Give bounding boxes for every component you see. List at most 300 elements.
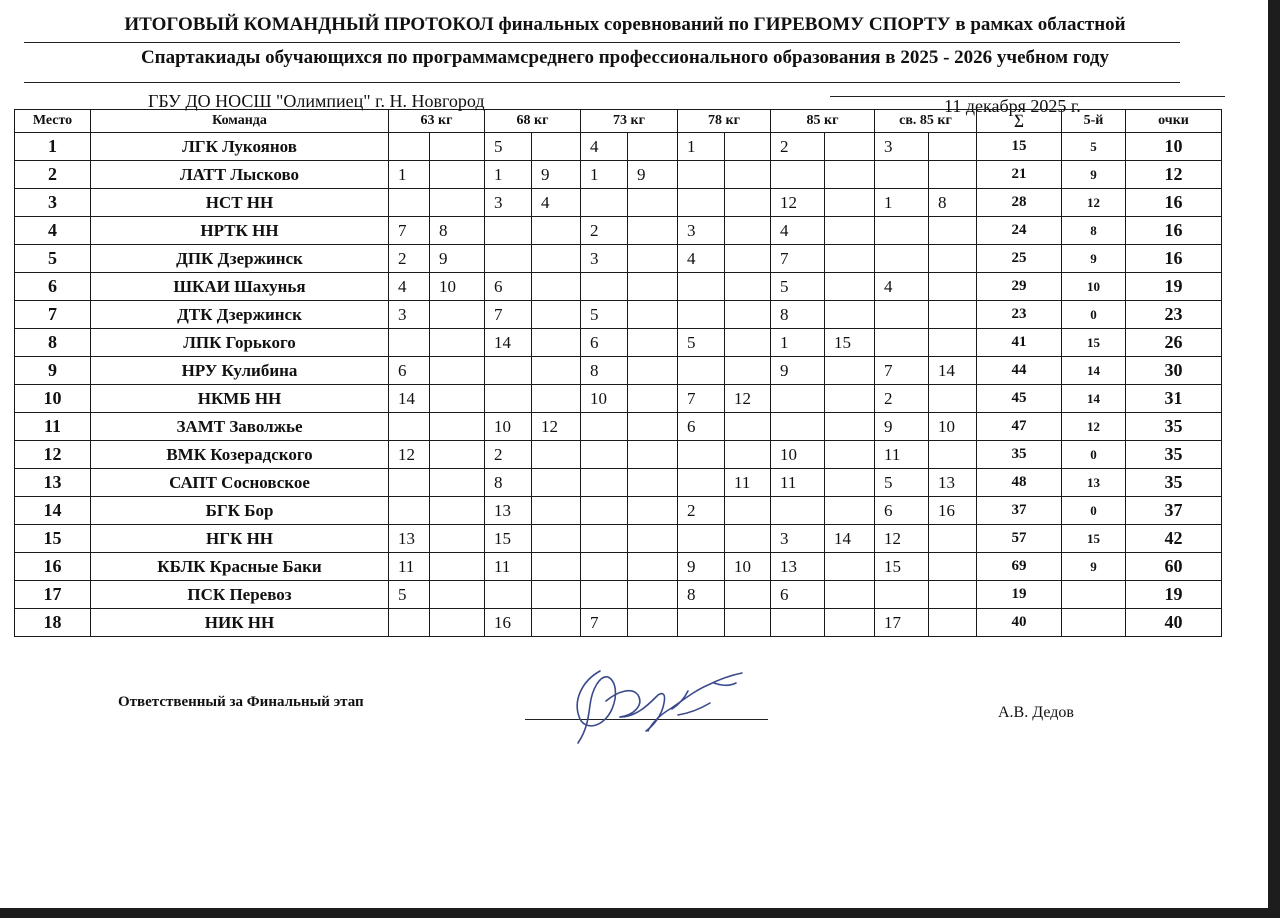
score-cell bbox=[875, 217, 929, 245]
score-cell bbox=[430, 497, 485, 525]
score-cell: 1 bbox=[581, 161, 628, 189]
fifth-cell: 13 bbox=[1062, 469, 1126, 497]
header-68kg: 68 кг bbox=[485, 110, 581, 133]
score-cell bbox=[485, 581, 532, 609]
score-cell: 7 bbox=[771, 245, 825, 273]
score-cell: 1 bbox=[485, 161, 532, 189]
fifth-cell: 12 bbox=[1062, 413, 1126, 441]
score-cell bbox=[825, 581, 875, 609]
score-cell bbox=[725, 217, 771, 245]
score-cell bbox=[430, 385, 485, 413]
header-row bbox=[15, 110, 1222, 133]
score-cell bbox=[581, 441, 628, 469]
score-cell bbox=[532, 385, 581, 413]
sum-cell: 44 bbox=[977, 357, 1062, 385]
score-cell bbox=[825, 301, 875, 329]
team-cell: НСТ НН bbox=[91, 189, 389, 217]
score-cell bbox=[725, 161, 771, 189]
score-cell: 10 bbox=[929, 413, 977, 441]
score-cell: 12 bbox=[725, 385, 771, 413]
score-cell: 1 bbox=[771, 329, 825, 357]
points-cell: 30 bbox=[1126, 357, 1222, 385]
score-cell: 10 bbox=[771, 441, 825, 469]
score-cell bbox=[725, 245, 771, 273]
place-cell: 10 bbox=[15, 385, 91, 413]
score-cell bbox=[532, 329, 581, 357]
score-cell: 14 bbox=[485, 329, 532, 357]
fifth-cell: 15 bbox=[1062, 329, 1126, 357]
score-cell: 8 bbox=[430, 217, 485, 245]
score-cell bbox=[532, 301, 581, 329]
score-cell bbox=[929, 441, 977, 469]
results-table bbox=[14, 109, 1222, 637]
header-points: очки bbox=[1126, 110, 1222, 133]
points-cell: 35 bbox=[1126, 469, 1222, 497]
place-cell: 8 bbox=[15, 329, 91, 357]
score-cell: 8 bbox=[485, 469, 532, 497]
place-cell: 13 bbox=[15, 469, 91, 497]
sum-cell: 41 bbox=[977, 329, 1062, 357]
place-cell: 12 bbox=[15, 441, 91, 469]
score-cell: 12 bbox=[532, 413, 581, 441]
place-cell: 1 bbox=[15, 133, 91, 161]
header-place: Место bbox=[15, 110, 91, 133]
fifth-cell bbox=[1062, 609, 1126, 637]
score-cell bbox=[532, 133, 581, 161]
sum-cell: 28 bbox=[977, 189, 1062, 217]
score-cell bbox=[389, 609, 430, 637]
protocol-date: 11 декабря 2025 г. bbox=[944, 96, 1081, 116]
title-divider-1 bbox=[24, 42, 1180, 43]
score-cell: 3 bbox=[678, 217, 725, 245]
score-cell bbox=[678, 273, 725, 301]
score-cell: 14 bbox=[389, 385, 430, 413]
score-cell bbox=[628, 133, 678, 161]
score-cell: 5 bbox=[678, 329, 725, 357]
score-cell: 8 bbox=[771, 301, 825, 329]
team-cell: БГК Бор bbox=[91, 497, 389, 525]
score-cell: 4 bbox=[581, 133, 628, 161]
score-cell bbox=[929, 553, 977, 581]
score-cell: 2 bbox=[875, 385, 929, 413]
sum-cell: 15 bbox=[977, 133, 1062, 161]
team-cell: ЛАТТ Лысково bbox=[91, 161, 389, 189]
fifth-cell: 0 bbox=[1062, 497, 1126, 525]
score-cell bbox=[825, 553, 875, 581]
score-cell: 6 bbox=[485, 273, 532, 301]
table-row bbox=[15, 497, 1222, 525]
score-cell: 9 bbox=[532, 161, 581, 189]
score-cell bbox=[929, 385, 977, 413]
place-cell: 17 bbox=[15, 581, 91, 609]
score-cell: 8 bbox=[929, 189, 977, 217]
score-cell: 6 bbox=[678, 413, 725, 441]
points-cell: 12 bbox=[1126, 161, 1222, 189]
score-cell: 9 bbox=[771, 357, 825, 385]
score-cell: 13 bbox=[485, 497, 532, 525]
score-cell: 13 bbox=[929, 469, 977, 497]
score-cell bbox=[628, 441, 678, 469]
fifth-cell: 0 bbox=[1062, 441, 1126, 469]
score-cell: 11 bbox=[771, 469, 825, 497]
score-cell bbox=[430, 553, 485, 581]
score-cell: 9 bbox=[628, 161, 678, 189]
score-cell: 11 bbox=[389, 553, 430, 581]
points-cell: 19 bbox=[1126, 581, 1222, 609]
score-cell bbox=[875, 245, 929, 273]
score-cell bbox=[532, 553, 581, 581]
place-cell: 11 bbox=[15, 413, 91, 441]
results-body bbox=[15, 133, 1222, 637]
score-cell: 10 bbox=[581, 385, 628, 413]
points-cell: 60 bbox=[1126, 553, 1222, 581]
table-row bbox=[15, 217, 1222, 245]
score-cell bbox=[678, 301, 725, 329]
fifth-cell: 14 bbox=[1062, 357, 1126, 385]
sum-cell: 45 bbox=[977, 385, 1062, 413]
score-cell bbox=[628, 413, 678, 441]
score-cell: 4 bbox=[678, 245, 725, 273]
score-cell bbox=[725, 273, 771, 301]
score-cell: 2 bbox=[581, 217, 628, 245]
score-cell bbox=[725, 413, 771, 441]
points-cell: 10 bbox=[1126, 133, 1222, 161]
score-cell bbox=[628, 301, 678, 329]
points-cell: 19 bbox=[1126, 273, 1222, 301]
points-cell: 40 bbox=[1126, 609, 1222, 637]
sum-cell: 23 bbox=[977, 301, 1062, 329]
table-row bbox=[15, 441, 1222, 469]
score-cell: 9 bbox=[678, 553, 725, 581]
score-cell bbox=[532, 273, 581, 301]
score-cell bbox=[875, 329, 929, 357]
score-cell bbox=[725, 329, 771, 357]
table-row bbox=[15, 385, 1222, 413]
score-cell bbox=[825, 133, 875, 161]
score-cell bbox=[532, 497, 581, 525]
points-cell: 16 bbox=[1126, 189, 1222, 217]
score-cell: 9 bbox=[430, 245, 485, 273]
score-cell bbox=[628, 385, 678, 413]
score-cell bbox=[389, 189, 430, 217]
score-cell bbox=[430, 133, 485, 161]
score-cell: 16 bbox=[485, 609, 532, 637]
score-cell: 2 bbox=[771, 133, 825, 161]
score-cell bbox=[389, 469, 430, 497]
score-cell: 13 bbox=[389, 525, 430, 553]
score-cell bbox=[430, 469, 485, 497]
score-cell bbox=[929, 245, 977, 273]
score-cell: 12 bbox=[875, 525, 929, 553]
place-cell: 4 bbox=[15, 217, 91, 245]
score-cell bbox=[825, 497, 875, 525]
table-row bbox=[15, 357, 1222, 385]
sum-cell: 40 bbox=[977, 609, 1062, 637]
score-cell bbox=[430, 301, 485, 329]
sum-cell: 21 bbox=[977, 161, 1062, 189]
score-cell bbox=[875, 301, 929, 329]
fifth-cell: 9 bbox=[1062, 553, 1126, 581]
score-cell: 5 bbox=[389, 581, 430, 609]
score-cell: 15 bbox=[875, 553, 929, 581]
score-cell: 14 bbox=[825, 525, 875, 553]
score-cell bbox=[929, 161, 977, 189]
score-cell: 10 bbox=[725, 553, 771, 581]
score-cell: 15 bbox=[825, 329, 875, 357]
team-cell: ПСК Перевоз bbox=[91, 581, 389, 609]
score-cell: 3 bbox=[875, 133, 929, 161]
score-cell bbox=[430, 189, 485, 217]
fifth-cell: 8 bbox=[1062, 217, 1126, 245]
place-cell: 14 bbox=[15, 497, 91, 525]
title-line-1: ИТОГОВЫЙ КОМАНДНЫЙ ПРОТОКОЛ финальных соревнований по ГИРЕВОМУ СПОРТУ в рамках областной bbox=[124, 14, 1126, 35]
score-cell bbox=[581, 469, 628, 497]
score-cell: 16 bbox=[929, 497, 977, 525]
score-cell: 6 bbox=[771, 581, 825, 609]
title-line-2: Спартакиады обучающихся по программамсреднего профессионального образования в 2025 - 2026 учебном году bbox=[140, 47, 1110, 68]
score-cell bbox=[581, 273, 628, 301]
score-cell bbox=[678, 189, 725, 217]
score-cell bbox=[929, 329, 977, 357]
score-cell: 2 bbox=[485, 441, 532, 469]
team-cell: НРТК НН bbox=[91, 217, 389, 245]
fifth-cell: 15 bbox=[1062, 525, 1126, 553]
score-cell bbox=[532, 609, 581, 637]
score-cell bbox=[929, 273, 977, 301]
responsible-name: А.В. Дедов bbox=[998, 704, 1074, 721]
score-cell bbox=[628, 357, 678, 385]
sum-cell: 29 bbox=[977, 273, 1062, 301]
header-fifth: 5-й bbox=[1062, 110, 1126, 133]
team-cell: ШКАИ Шахунья bbox=[91, 273, 389, 301]
score-cell bbox=[725, 581, 771, 609]
sum-cell: 24 bbox=[977, 217, 1062, 245]
scan-edge-bottom bbox=[0, 908, 1280, 918]
team-cell: НРУ Кулибина bbox=[91, 357, 389, 385]
score-cell bbox=[532, 245, 581, 273]
score-cell bbox=[825, 469, 875, 497]
points-cell: 23 bbox=[1126, 301, 1222, 329]
score-cell: 7 bbox=[678, 385, 725, 413]
score-cell bbox=[628, 469, 678, 497]
score-cell bbox=[430, 357, 485, 385]
score-cell bbox=[725, 609, 771, 637]
score-cell: 3 bbox=[581, 245, 628, 273]
score-cell bbox=[771, 385, 825, 413]
score-cell: 5 bbox=[485, 133, 532, 161]
points-cell: 37 bbox=[1126, 497, 1222, 525]
score-cell bbox=[628, 329, 678, 357]
team-cell: ЛГК Лукоянов bbox=[91, 133, 389, 161]
score-cell bbox=[628, 609, 678, 637]
score-cell bbox=[581, 497, 628, 525]
score-cell bbox=[532, 469, 581, 497]
header-85kg: 85 кг bbox=[771, 110, 875, 133]
team-cell: ДТК Дзержинск bbox=[91, 301, 389, 329]
team-cell: САПТ Сосновское bbox=[91, 469, 389, 497]
score-cell bbox=[581, 525, 628, 553]
score-cell bbox=[929, 609, 977, 637]
fifth-cell: 14 bbox=[1062, 385, 1126, 413]
score-cell bbox=[825, 245, 875, 273]
score-cell: 7 bbox=[581, 609, 628, 637]
score-cell: 17 bbox=[875, 609, 929, 637]
score-cell bbox=[825, 609, 875, 637]
score-cell bbox=[725, 497, 771, 525]
place-cell: 6 bbox=[15, 273, 91, 301]
fifth-cell: 5 bbox=[1062, 133, 1126, 161]
score-cell bbox=[628, 189, 678, 217]
points-cell: 16 bbox=[1126, 217, 1222, 245]
score-cell bbox=[825, 217, 875, 245]
score-cell: 12 bbox=[389, 441, 430, 469]
fifth-cell: 9 bbox=[1062, 245, 1126, 273]
score-cell bbox=[725, 189, 771, 217]
table-row bbox=[15, 161, 1222, 189]
header-team: Команда bbox=[91, 110, 389, 133]
team-cell: НИК НН bbox=[91, 609, 389, 637]
score-cell bbox=[678, 525, 725, 553]
score-cell bbox=[875, 161, 929, 189]
points-cell: 42 bbox=[1126, 525, 1222, 553]
score-cell: 10 bbox=[485, 413, 532, 441]
score-cell bbox=[485, 357, 532, 385]
sum-cell: 47 bbox=[977, 413, 1062, 441]
team-cell: ВМК Козерадского bbox=[91, 441, 389, 469]
score-cell bbox=[628, 525, 678, 553]
score-cell bbox=[581, 413, 628, 441]
points-cell: 31 bbox=[1126, 385, 1222, 413]
place-cell: 7 bbox=[15, 301, 91, 329]
score-cell bbox=[430, 161, 485, 189]
score-cell: 7 bbox=[485, 301, 532, 329]
score-cell bbox=[581, 553, 628, 581]
place-cell: 3 bbox=[15, 189, 91, 217]
team-cell: НКМБ НН bbox=[91, 385, 389, 413]
score-cell: 12 bbox=[771, 189, 825, 217]
score-cell bbox=[628, 245, 678, 273]
score-cell: 5 bbox=[875, 469, 929, 497]
fifth-cell bbox=[1062, 581, 1126, 609]
table-row bbox=[15, 525, 1222, 553]
scan-edge-right bbox=[1268, 0, 1280, 918]
table-row bbox=[15, 133, 1222, 161]
table-row bbox=[15, 581, 1222, 609]
score-cell bbox=[628, 581, 678, 609]
score-cell bbox=[771, 413, 825, 441]
score-cell bbox=[929, 525, 977, 553]
score-cell bbox=[430, 441, 485, 469]
score-cell bbox=[430, 329, 485, 357]
table-row bbox=[15, 553, 1222, 581]
score-cell bbox=[929, 133, 977, 161]
table-row bbox=[15, 469, 1222, 497]
score-cell bbox=[628, 497, 678, 525]
sum-cell: 25 bbox=[977, 245, 1062, 273]
score-cell: 7 bbox=[875, 357, 929, 385]
points-cell: 26 bbox=[1126, 329, 1222, 357]
score-cell: 3 bbox=[771, 525, 825, 553]
score-cell bbox=[825, 161, 875, 189]
score-cell: 13 bbox=[771, 553, 825, 581]
score-cell bbox=[825, 385, 875, 413]
score-cell: 2 bbox=[389, 245, 430, 273]
points-cell: 35 bbox=[1126, 413, 1222, 441]
score-cell bbox=[929, 301, 977, 329]
score-cell bbox=[430, 525, 485, 553]
score-cell bbox=[389, 413, 430, 441]
score-cell bbox=[725, 441, 771, 469]
header-sum: ∑ bbox=[977, 110, 1062, 133]
table-row bbox=[15, 609, 1222, 637]
score-cell bbox=[825, 357, 875, 385]
score-cell bbox=[771, 609, 825, 637]
score-cell bbox=[628, 553, 678, 581]
score-cell bbox=[581, 189, 628, 217]
score-cell: 6 bbox=[875, 497, 929, 525]
score-cell: 3 bbox=[485, 189, 532, 217]
score-cell: 9 bbox=[875, 413, 929, 441]
score-cell: 1 bbox=[389, 161, 430, 189]
score-cell: 1 bbox=[678, 133, 725, 161]
place-cell: 5 bbox=[15, 245, 91, 273]
header-over-85kg: св. 85 кг bbox=[875, 110, 977, 133]
sum-cell: 37 bbox=[977, 497, 1062, 525]
score-cell bbox=[678, 469, 725, 497]
score-cell: 4 bbox=[771, 217, 825, 245]
fifth-cell: 10 bbox=[1062, 273, 1126, 301]
score-cell bbox=[725, 357, 771, 385]
score-cell bbox=[485, 217, 532, 245]
header-78kg: 78 кг bbox=[678, 110, 771, 133]
score-cell: 10 bbox=[430, 273, 485, 301]
team-cell: ЛПК Горького bbox=[91, 329, 389, 357]
score-cell bbox=[725, 525, 771, 553]
score-cell: 8 bbox=[678, 581, 725, 609]
score-cell: 3 bbox=[389, 301, 430, 329]
team-cell: ДПК Дзержинск bbox=[91, 245, 389, 273]
place-cell: 9 bbox=[15, 357, 91, 385]
score-cell bbox=[581, 581, 628, 609]
score-cell bbox=[389, 329, 430, 357]
fifth-cell: 12 bbox=[1062, 189, 1126, 217]
table-row bbox=[15, 273, 1222, 301]
place-cell: 18 bbox=[15, 609, 91, 637]
fifth-cell: 9 bbox=[1062, 161, 1126, 189]
score-cell: 11 bbox=[485, 553, 532, 581]
header-63kg: 63 кг bbox=[389, 110, 485, 133]
points-cell: 35 bbox=[1126, 441, 1222, 469]
score-cell bbox=[532, 217, 581, 245]
points-cell: 16 bbox=[1126, 245, 1222, 273]
team-cell: НГК НН bbox=[91, 525, 389, 553]
score-cell bbox=[771, 497, 825, 525]
score-cell: 15 bbox=[485, 525, 532, 553]
sum-cell: 69 bbox=[977, 553, 1062, 581]
score-cell bbox=[430, 581, 485, 609]
score-cell bbox=[532, 581, 581, 609]
score-cell bbox=[725, 301, 771, 329]
place-cell: 16 bbox=[15, 553, 91, 581]
score-cell bbox=[532, 357, 581, 385]
score-cell bbox=[628, 273, 678, 301]
score-cell bbox=[771, 161, 825, 189]
score-cell: 11 bbox=[725, 469, 771, 497]
score-cell bbox=[825, 189, 875, 217]
score-cell: 14 bbox=[929, 357, 977, 385]
table-row bbox=[15, 189, 1222, 217]
score-cell bbox=[485, 385, 532, 413]
